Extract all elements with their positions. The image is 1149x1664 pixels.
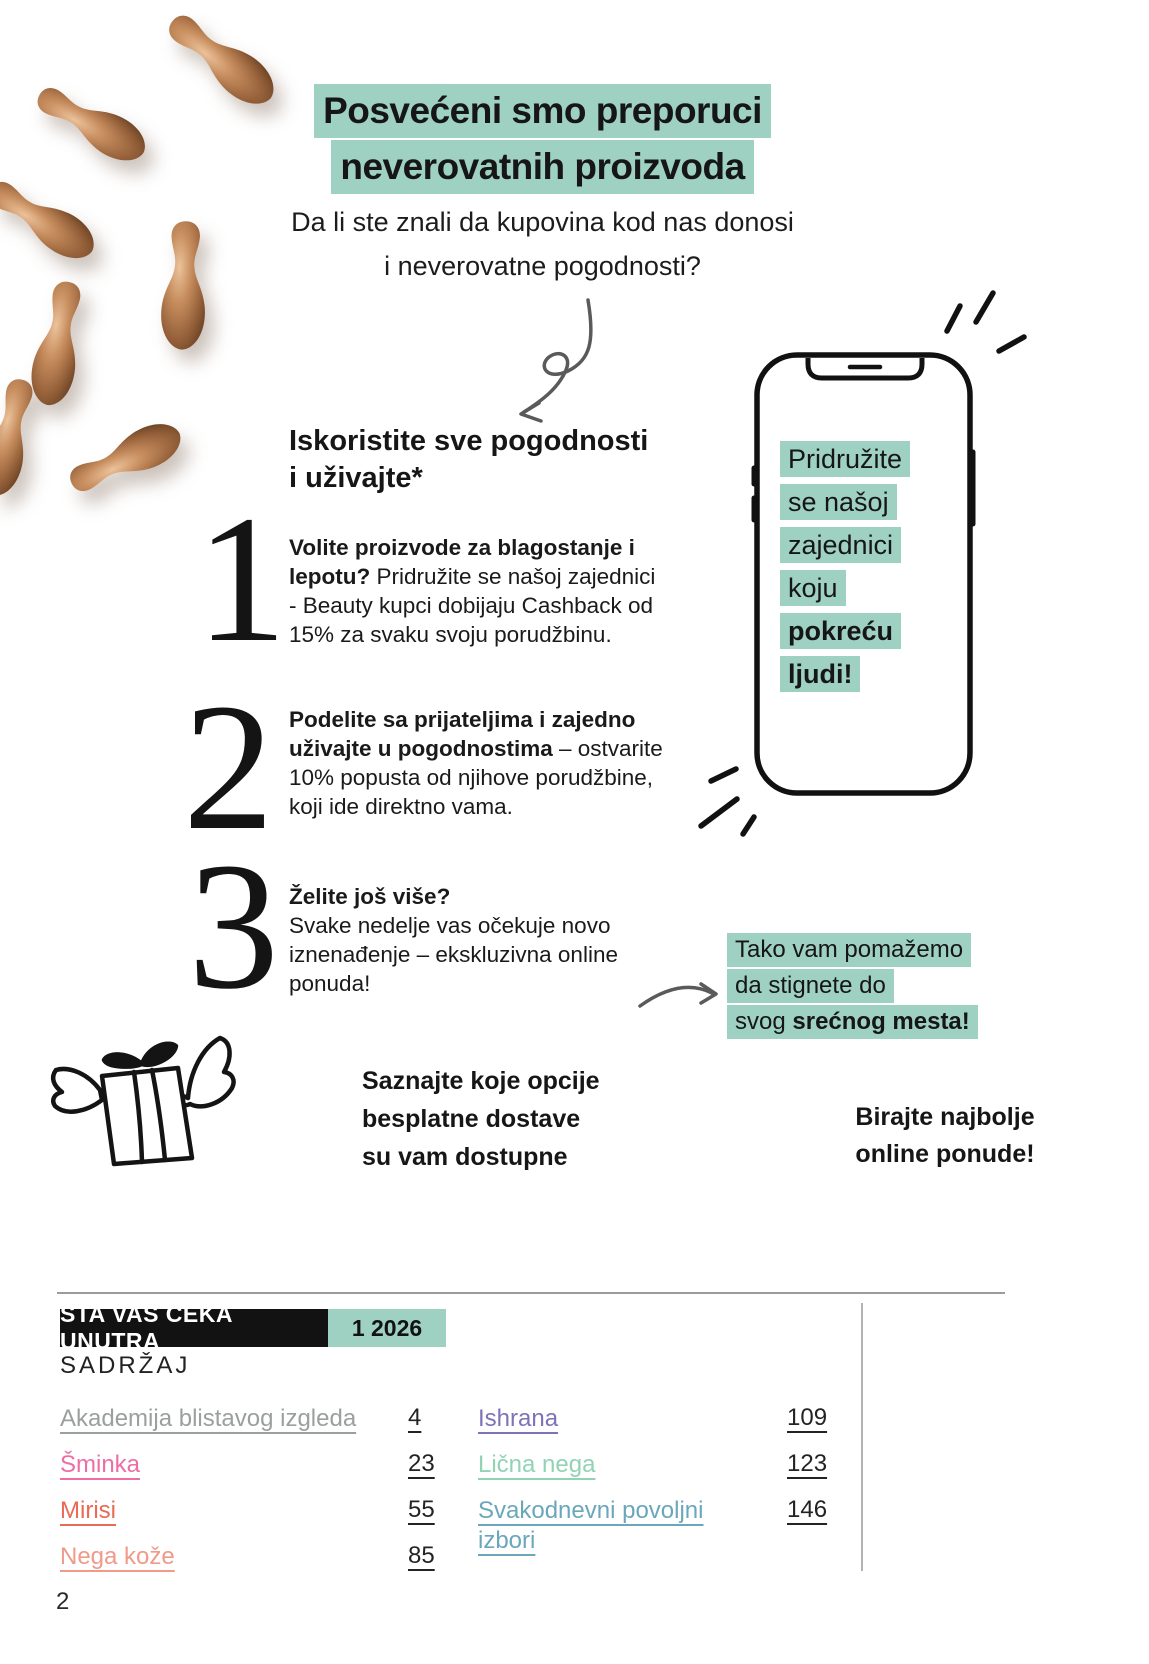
toc-page-licna-nega[interactable]: 123 <box>787 1450 828 1477</box>
phone-text-line: ljudi! <box>780 656 860 692</box>
hero-subtitle-line2: i neverovatne pogodnosti? <box>384 251 701 281</box>
page-title-line1: Posvećeni smo preporuci <box>314 84 771 138</box>
contents-label: SADRŽAJ <box>60 1352 191 1379</box>
arrow-right-icon <box>628 972 728 1014</box>
toc-page-sminka[interactable]: 23 <box>408 1450 435 1477</box>
toc-page-ishrana[interactable]: 109 <box>787 1404 828 1431</box>
toc-link-akademija[interactable]: Akademija blistavog izgleda <box>60 1405 357 1432</box>
phone-screen-text <box>780 441 910 699</box>
phone-text-line: zajednici <box>780 527 901 563</box>
benefits-heading: Iskoristite sve pogodnosti i uživajte* <box>289 425 649 494</box>
benefit-item-1: Volite proizvode za blagostanje i lepotu? Pridružite se našoj zajednici - Beauty kupci dobijaju Cashback od 15% za svaku svoju porudžbinu. <box>289 535 656 647</box>
benefit-item-2: Podelite sa prijateljima i zajedno uživajte u pogodnostima – ostvarite 10% popusta od njihove porudžbine, koji ide direktno vama. <box>289 707 663 819</box>
benefit-item-3: Želite još više? Svake nedelje vas očekuje novo iznenađenje – ekskluzivna online ponuda! <box>289 884 618 996</box>
whats-inside-badge: ŠTA VAS ČEKA UNUTRA <box>60 1309 328 1347</box>
toc-link-mirisi[interactable]: Mirisi <box>60 1497 116 1524</box>
toc-page-nega-koze[interactable]: 85 <box>408 1542 435 1569</box>
phone-text-line: pokreću <box>780 613 901 649</box>
phone-text-line: se našoj <box>780 484 897 520</box>
hero-subtitle-line1: Da li ste znali da kupovina kod nas donosi <box>291 207 794 237</box>
happy-place-callout: Tako vam pomažemo da stignete do svog srećnog mesta! <box>727 933 978 1041</box>
divider-line <box>57 1292 1005 1294</box>
toc-page-akademija[interactable]: 4 <box>408 1404 422 1431</box>
curly-arrow-icon <box>495 290 615 435</box>
benefit-number-1: 1 <box>196 479 287 680</box>
phone-text-line: Pridružite <box>780 441 910 477</box>
free-delivery-text: Saznajte koje opcije besplatne dostave su vam dostupne <box>362 1067 600 1171</box>
page-title-line2: neverovatnih proizvoda <box>331 140 753 194</box>
benefit-number-3: 3 <box>188 826 279 1027</box>
toc-vertical-divider <box>861 1303 863 1571</box>
page-number: 2 <box>56 1588 70 1615</box>
sparkle-lines-bottom <box>701 769 754 834</box>
benefit-number-2: 2 <box>183 667 274 868</box>
phone-text-line: koju <box>780 570 846 606</box>
toc-page-mirisi[interactable]: 55 <box>408 1496 435 1523</box>
toc-link-svakodnevni[interactable]: Svakodnevni povoljni izbori <box>478 1497 704 1554</box>
toc-page-svakodnevni[interactable]: 146 <box>787 1496 828 1523</box>
toc-link-nega-koze[interactable]: Nega kože <box>60 1543 175 1570</box>
catalog-edition-badge: 1 2026 <box>328 1309 446 1347</box>
toc-link-licna-nega[interactable]: Lična nega <box>478 1451 596 1478</box>
online-offers-text: Birajte najbolje online ponude! <box>855 1103 1035 1168</box>
toc-link-sminka[interactable]: Šminka <box>60 1451 141 1478</box>
toc-link-ishrana[interactable]: Ishrana <box>478 1405 559 1432</box>
sparkle-lines-top <box>947 293 1024 351</box>
flying-package-icon <box>42 1028 257 1168</box>
hero-section <box>235 84 850 288</box>
